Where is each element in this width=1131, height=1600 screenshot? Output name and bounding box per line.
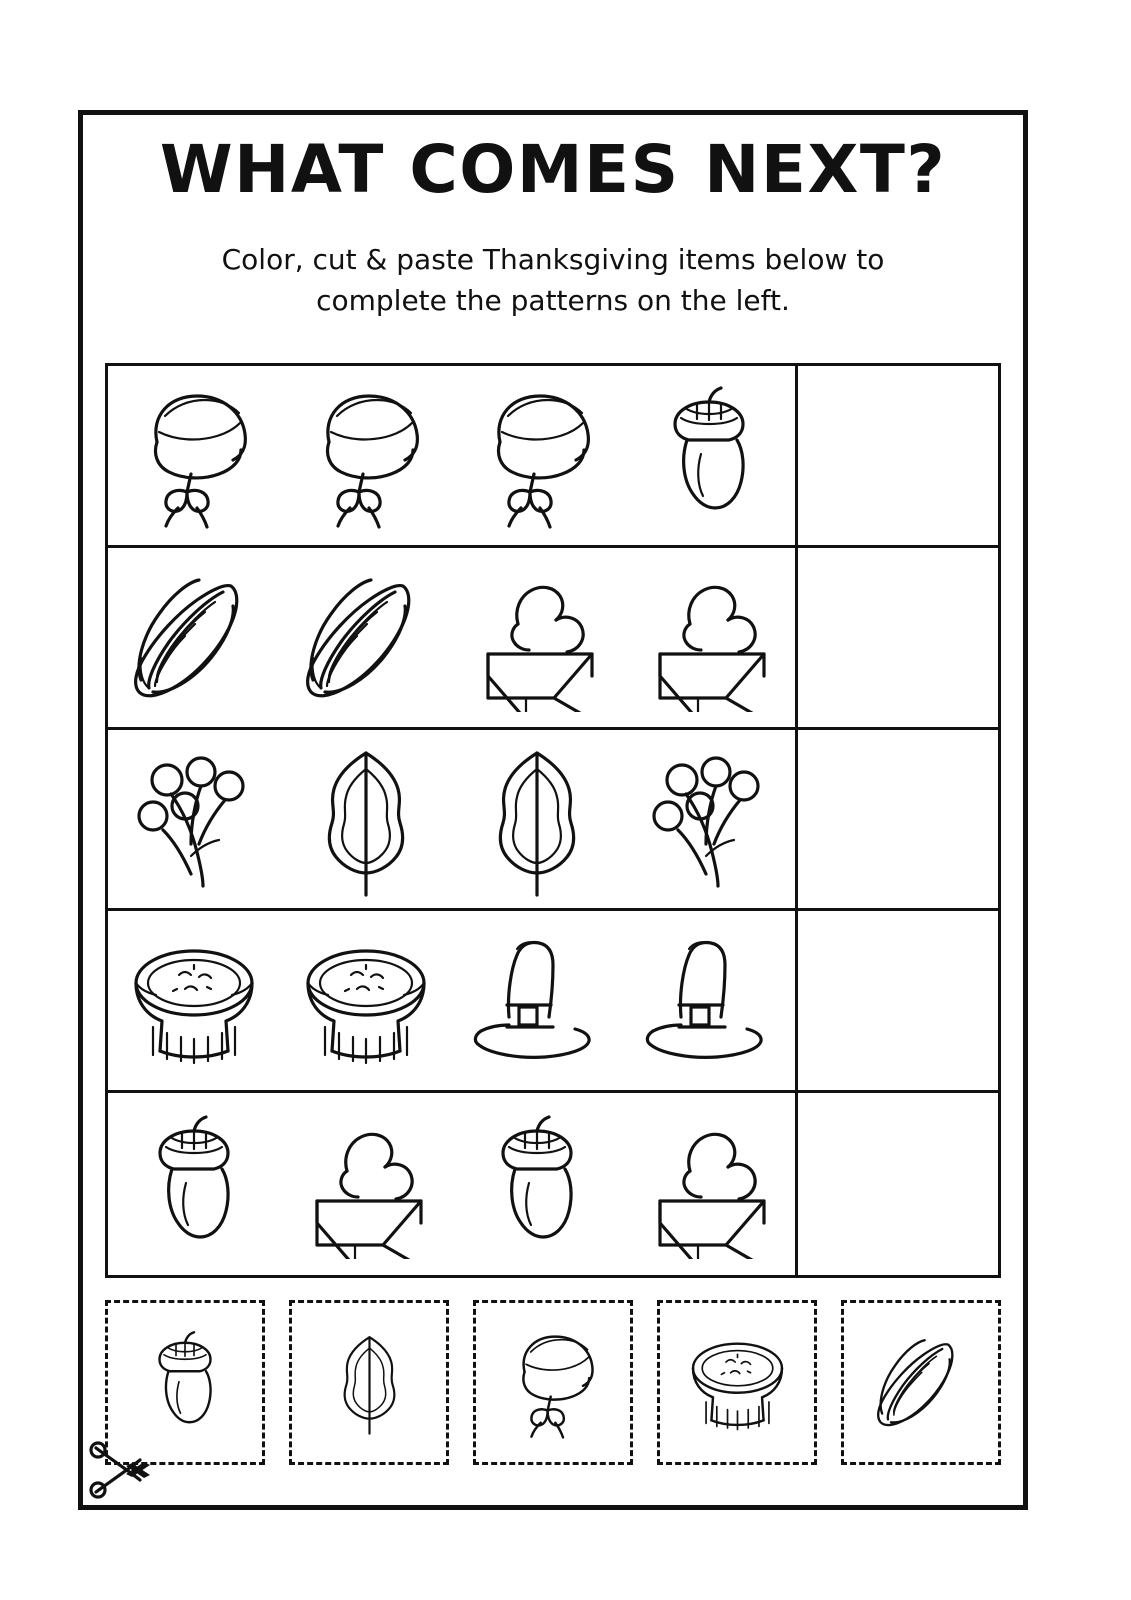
corn-icon: [280, 548, 452, 727]
corn-icon: [108, 548, 280, 727]
pattern-row-2-cells: [108, 548, 798, 727]
pattern-row-1: [108, 366, 998, 548]
acorn-icon: [451, 1093, 623, 1275]
pattern-row-1-cells: [108, 366, 798, 545]
cut-item-pie[interactable]: [657, 1300, 817, 1465]
pilgrim-hat-icon: [451, 911, 623, 1090]
answer-box-3[interactable]: [798, 730, 998, 909]
berries-icon: [623, 730, 795, 909]
pattern-row-4-cells: [108, 911, 798, 1090]
cut-item-leaf[interactable]: [289, 1300, 449, 1465]
berries-icon: [108, 730, 280, 909]
answer-box-4[interactable]: [798, 911, 998, 1090]
instructions-line-2: complete the patterns on the left.: [316, 283, 790, 317]
leaf-icon: [451, 730, 623, 909]
pie-slice-icon: [280, 1093, 452, 1275]
cut-out-strip: [105, 1293, 1001, 1471]
instructions: [128, 240, 978, 321]
bonnet-icon: [280, 366, 452, 545]
pattern-row-5: [108, 1093, 998, 1275]
pie-slice-icon: [623, 1093, 795, 1275]
acorn-icon: [623, 366, 795, 545]
pilgrim-hat-icon: [623, 911, 795, 1090]
pattern-row-2: [108, 548, 998, 730]
pie-whole-icon: [280, 911, 452, 1090]
pattern-row-4: [108, 911, 998, 1093]
pie-slice-icon: [623, 548, 795, 727]
answer-box-5[interactable]: [798, 1093, 998, 1275]
instructions-line-1: Color, cut & paste Thanksgiving items below to: [221, 243, 885, 276]
pie-slice-icon: [451, 548, 623, 727]
pattern-grid: [105, 363, 1001, 1278]
acorn-icon: [108, 1093, 280, 1275]
bonnet-icon: [108, 366, 280, 545]
bonnet-icon: [451, 366, 623, 545]
pattern-row-5-cells: [108, 1093, 798, 1275]
answer-box-1[interactable]: [798, 366, 998, 545]
page-title: WHAT COMES NEXT?: [159, 131, 947, 208]
answer-box-2[interactable]: [798, 548, 998, 727]
pattern-row-3-cells: [108, 730, 798, 909]
pie-whole-icon: [108, 911, 280, 1090]
leaf-icon: [280, 730, 452, 909]
cut-item-bonnet[interactable]: [473, 1300, 633, 1465]
cut-item-corn[interactable]: [841, 1300, 1001, 1465]
scissors-icon: [86, 1440, 156, 1500]
pattern-row-3: [108, 730, 998, 912]
